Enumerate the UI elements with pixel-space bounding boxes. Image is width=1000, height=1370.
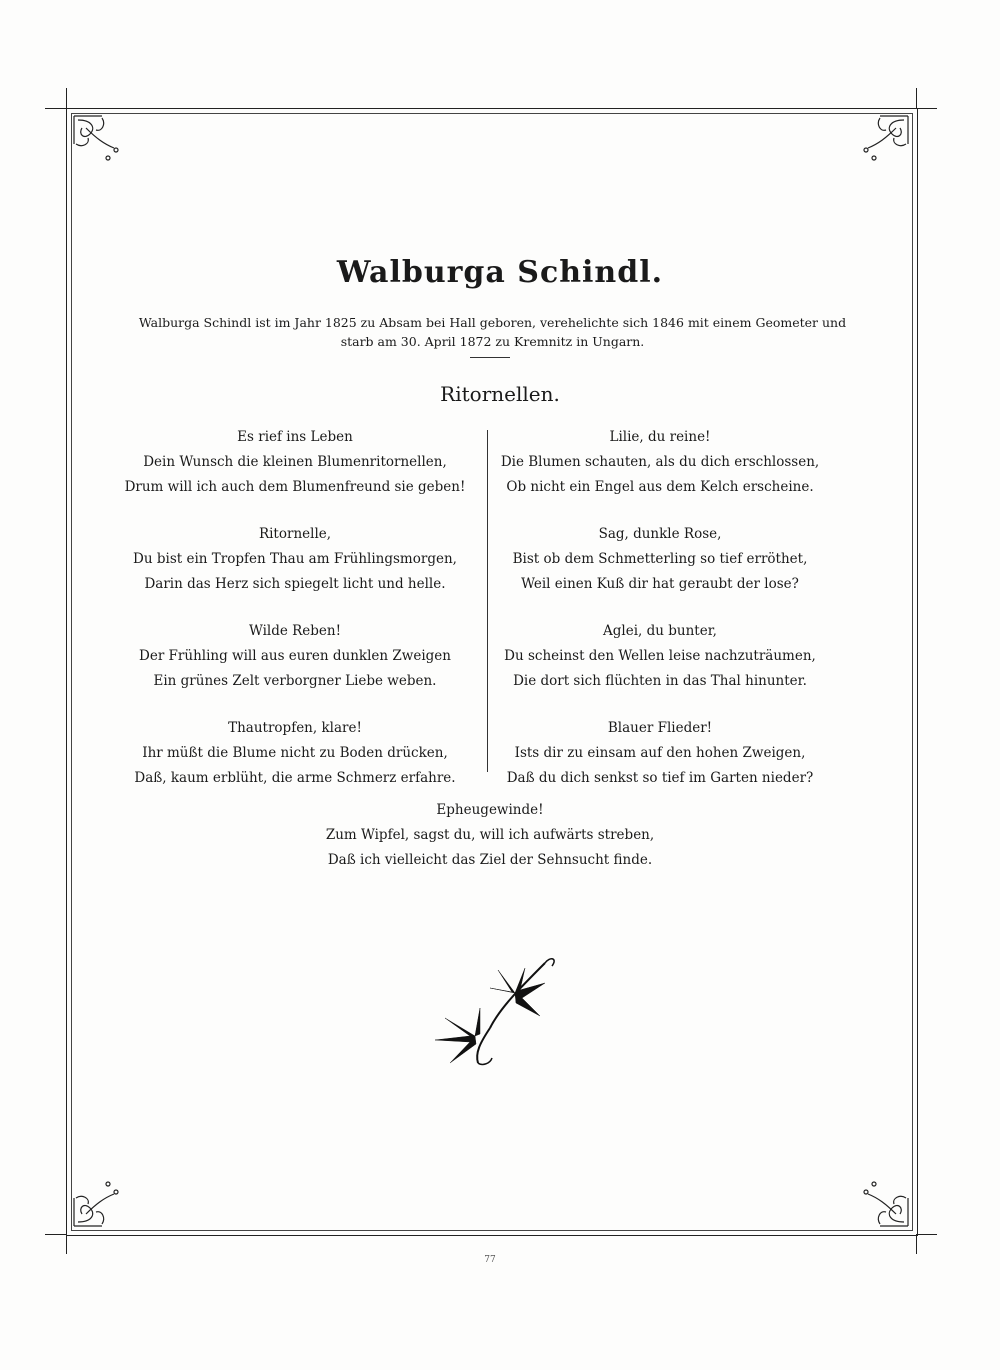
poem-column-left <box>110 425 480 813</box>
stanza <box>475 425 845 500</box>
stanza <box>110 619 480 694</box>
page-title: Walburga Schindl. <box>336 255 664 290</box>
border-tick <box>916 1234 937 1235</box>
border-tick <box>45 108 66 109</box>
verse-line: Sag, dunkle Rose, <box>598 526 722 542</box>
verse-line: Thautropfen, klare! <box>228 720 362 736</box>
verse-line: Bist ob dem Schmetterling so tief erröthet, <box>512 551 808 567</box>
corner-ornament-icon <box>72 114 132 174</box>
verse-line: Drum will ich auch dem Blumenfreund sie geben! <box>124 479 466 495</box>
final-stanza <box>0 798 980 873</box>
verse-line: Der Frühling will aus euren dunklen Zweigen <box>139 648 451 664</box>
author-biography: Walburga Schindl ist im Jahr 1825 zu Absam bei Hall geboren, verehelichte sich 1846 mit einem Geometer und starb am 30. April 1872 zu Kremnitz in Ungarn. <box>138 315 847 349</box>
border-tick <box>916 88 917 108</box>
stanza <box>110 522 480 597</box>
stanza <box>110 716 480 791</box>
poem-title: Ritornellen. <box>440 382 560 406</box>
verse-line: Daß ich vielleicht das Ziel der Sehnsucht finde. <box>327 852 653 868</box>
stanza <box>475 522 845 597</box>
poem-column-right <box>475 425 845 813</box>
ivy-leaf-ornament-icon <box>420 948 560 1068</box>
verse-line: Wilde Reben! <box>248 623 342 639</box>
verse-line: Daß du dich senkst so tief im Garten nieder? <box>506 770 814 786</box>
border-tick <box>916 108 937 109</box>
verse-line: Ein grünes Zelt verborgner Liebe weben. <box>153 673 437 689</box>
stanza <box>475 619 845 694</box>
border-tick <box>916 1234 917 1254</box>
verse-line: Darin das Herz sich spiegelt licht und helle. <box>144 576 446 592</box>
verse-line: Du scheinst den Wellen leise nachzuträumen, <box>504 648 816 664</box>
verse-line: Du bist ein Tropfen Thau am Frühlingsmorgen, <box>133 551 457 567</box>
verse-line: Blauer Flieder! <box>607 720 713 736</box>
border-tick <box>45 1234 66 1235</box>
verse-line: Es rief ins Leben <box>237 429 353 445</box>
verse-line: Weil einen Kuß dir hat geraubt der lose? <box>521 576 799 592</box>
stanza <box>475 716 845 791</box>
verse-line: Ob nicht ein Engel aus dem Kelch erscheine. <box>506 479 814 495</box>
verse-line: Epheugewinde! <box>436 802 544 818</box>
page-number: 77 <box>484 1255 496 1265</box>
border-tick <box>66 1234 67 1254</box>
verse-line: Aglei, du bunter, <box>603 623 717 639</box>
verse-line: Dein Wunsch die kleinen Blumenritornellen, <box>143 454 447 470</box>
verse-line: Ihr müßt die Blume nicht zu Boden drücken, <box>142 745 448 761</box>
corner-ornament-icon <box>850 1168 910 1228</box>
verse-line: Die Blumen schauten, als du dich erschlossen, <box>500 454 820 470</box>
border-tick <box>66 88 67 108</box>
verse-line: Daß, kaum erblüht, die arme Schmerz erfahre. <box>134 770 456 786</box>
verse-line: Zum Wipfel, sagst du, will ich aufwärts streben, <box>325 827 655 843</box>
corner-ornament-icon <box>850 114 910 174</box>
verse-line: Ritornelle, <box>258 526 332 542</box>
verse-line: Die dort sich flüchten in das Thal hinunter. <box>513 673 807 689</box>
verse-line: Lilie, du reine! <box>609 429 711 445</box>
divider <box>470 357 510 358</box>
stanza <box>110 425 480 500</box>
verse-line: Ists dir zu einsam auf den hohen Zweigen, <box>514 745 806 761</box>
corner-ornament-icon <box>72 1168 132 1228</box>
